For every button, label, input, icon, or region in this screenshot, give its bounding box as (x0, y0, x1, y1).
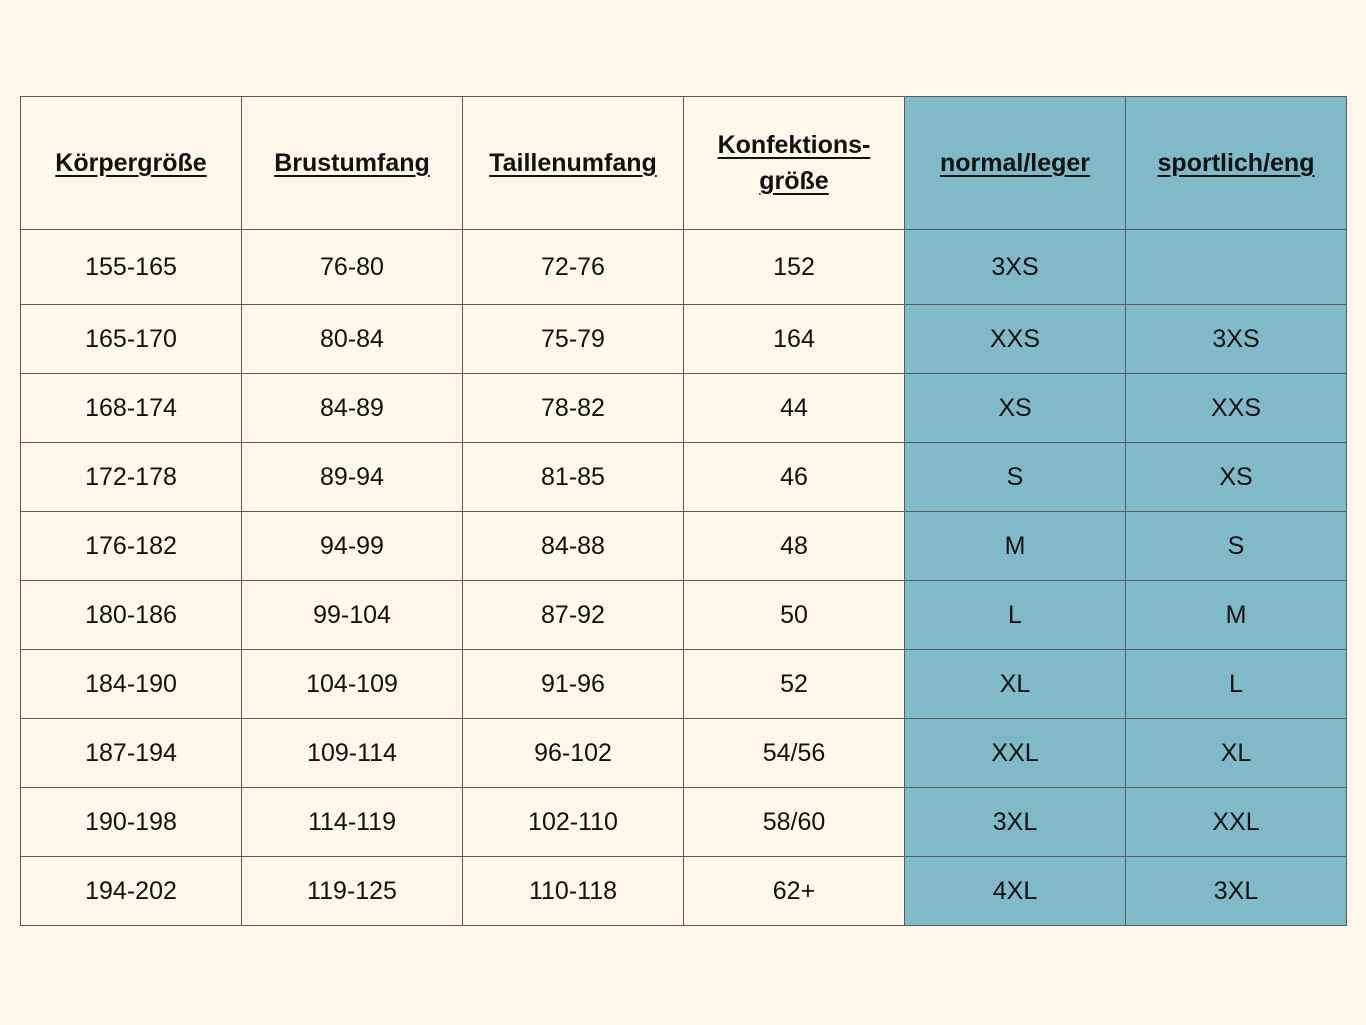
cell-brustumfang: 104-109 (242, 650, 463, 719)
cell-koerpergroesse: 168-174 (21, 374, 242, 443)
cell-normal-leger: S (905, 443, 1126, 512)
cell-taillenumfang: 102-110 (463, 788, 684, 857)
cell-taillenumfang: 78-82 (463, 374, 684, 443)
table-row (21, 443, 1347, 512)
cell-brustumfang: 114-119 (242, 788, 463, 857)
cell-taillenumfang: 75-79 (463, 305, 684, 374)
cell-normal-leger: XXL (905, 719, 1126, 788)
header-normal-leger: normal/leger (905, 97, 1126, 230)
table-row (21, 650, 1347, 719)
header-sportlich-eng: sportlich/eng (1126, 97, 1347, 230)
cell-sportlich-eng: XXS (1126, 374, 1347, 443)
cell-sportlich-eng (1126, 230, 1347, 305)
cell-brustumfang: 119-125 (242, 857, 463, 926)
cell-sportlich-eng: L (1126, 650, 1347, 719)
cell-brustumfang: 84-89 (242, 374, 463, 443)
cell-konfektionsgroesse: 46 (684, 443, 905, 512)
cell-koerpergroesse: 155-165 (21, 230, 242, 305)
cell-sportlich-eng: 3XL (1126, 857, 1347, 926)
cell-koerpergroesse: 187-194 (21, 719, 242, 788)
table-row (21, 857, 1347, 926)
cell-koerpergroesse: 194-202 (21, 857, 242, 926)
cell-brustumfang: 109-114 (242, 719, 463, 788)
cell-brustumfang: 99-104 (242, 581, 463, 650)
cell-konfektionsgroesse: 50 (684, 581, 905, 650)
table-row (21, 230, 1347, 305)
table-body (21, 230, 1347, 926)
cell-taillenumfang: 81-85 (463, 443, 684, 512)
cell-konfektionsgroesse: 48 (684, 512, 905, 581)
cell-koerpergroesse: 184-190 (21, 650, 242, 719)
cell-sportlich-eng: 3XS (1126, 305, 1347, 374)
header-row (21, 97, 1347, 230)
cell-normal-leger: 3XL (905, 788, 1126, 857)
cell-normal-leger: M (905, 512, 1126, 581)
cell-sportlich-eng: M (1126, 581, 1347, 650)
cell-normal-leger: XL (905, 650, 1126, 719)
cell-taillenumfang: 84-88 (463, 512, 684, 581)
cell-konfektionsgroesse: 54/56 (684, 719, 905, 788)
table-row (21, 305, 1347, 374)
cell-konfektionsgroesse: 52 (684, 650, 905, 719)
cell-konfektionsgroesse: 58/60 (684, 788, 905, 857)
table-row (21, 788, 1347, 857)
cell-sportlich-eng: XXL (1126, 788, 1347, 857)
cell-brustumfang: 80-84 (242, 305, 463, 374)
cell-normal-leger: L (905, 581, 1126, 650)
cell-normal-leger: XS (905, 374, 1126, 443)
cell-sportlich-eng: XL (1126, 719, 1347, 788)
cell-koerpergroesse: 165-170 (21, 305, 242, 374)
header-taillenumfang: Taillenumfang (463, 97, 684, 230)
cell-normal-leger: 3XS (905, 230, 1126, 305)
size-chart-table (20, 96, 1347, 926)
cell-taillenumfang: 110-118 (463, 857, 684, 926)
table-row (21, 512, 1347, 581)
cell-konfektionsgroesse: 62+ (684, 857, 905, 926)
cell-konfektionsgroesse: 152 (684, 230, 905, 305)
cell-normal-leger: 4XL (905, 857, 1126, 926)
cell-taillenumfang: 87-92 (463, 581, 684, 650)
cell-brustumfang: 76-80 (242, 230, 463, 305)
header-brustumfang: Brustumfang (242, 97, 463, 230)
cell-konfektionsgroesse: 164 (684, 305, 905, 374)
cell-sportlich-eng: S (1126, 512, 1347, 581)
table-row (21, 374, 1347, 443)
cell-koerpergroesse: 180-186 (21, 581, 242, 650)
cell-koerpergroesse: 172-178 (21, 443, 242, 512)
cell-sportlich-eng: XS (1126, 443, 1347, 512)
cell-normal-leger: XXS (905, 305, 1126, 374)
header-konfektionsgroesse: Konfektions- größe (684, 97, 905, 230)
cell-taillenumfang: 72-76 (463, 230, 684, 305)
table-row (21, 581, 1347, 650)
cell-koerpergroesse: 176-182 (21, 512, 242, 581)
header-koerpergroesse: Körpergröße (21, 97, 242, 230)
cell-koerpergroesse: 190-198 (21, 788, 242, 857)
cell-taillenumfang: 96-102 (463, 719, 684, 788)
table-row (21, 719, 1347, 788)
cell-brustumfang: 89-94 (242, 443, 463, 512)
cell-taillenumfang: 91-96 (463, 650, 684, 719)
cell-brustumfang: 94-99 (242, 512, 463, 581)
cell-konfektionsgroesse: 44 (684, 374, 905, 443)
